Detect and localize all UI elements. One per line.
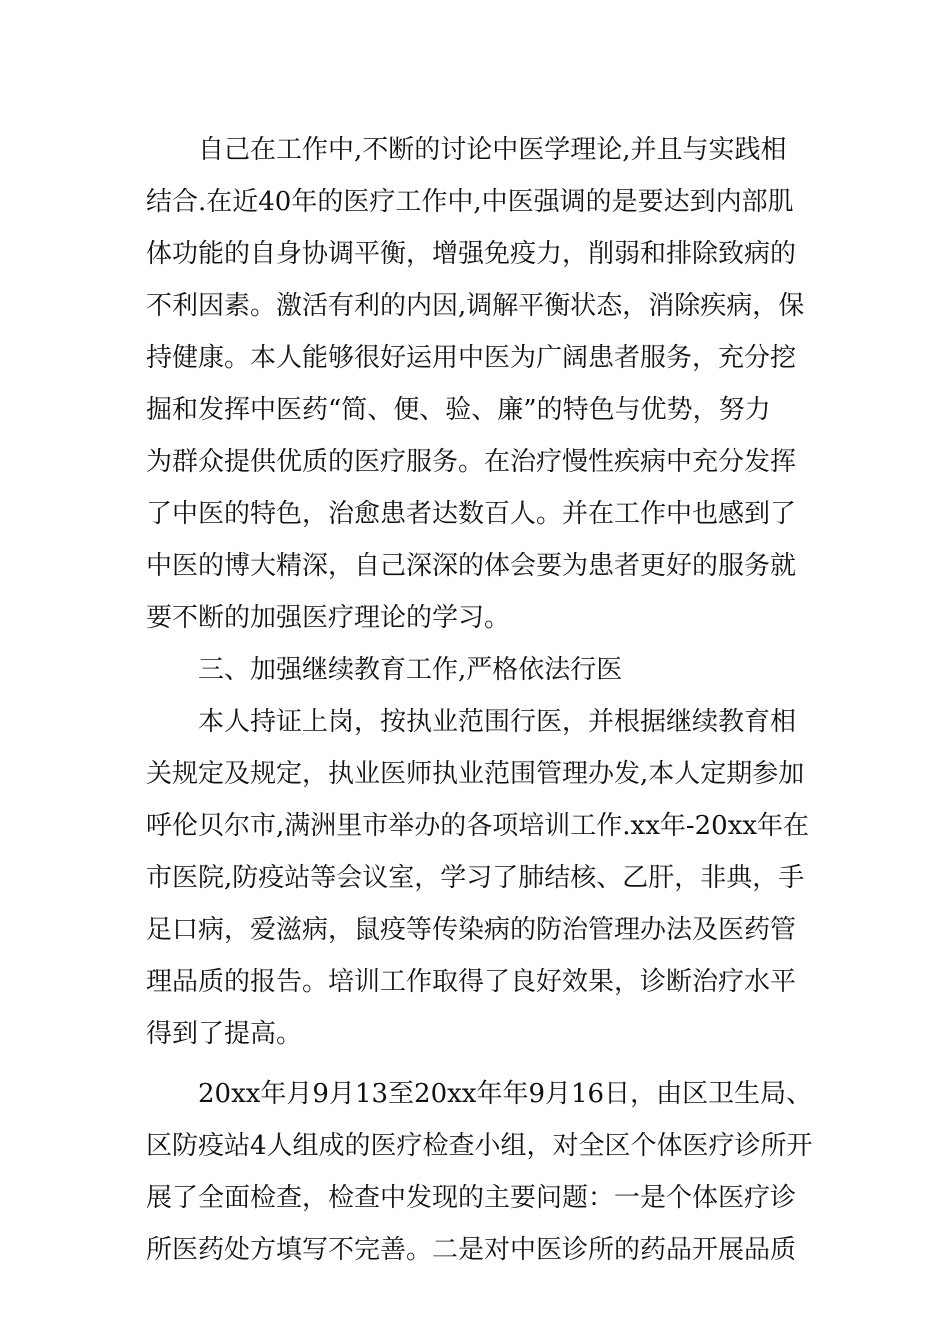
text-line: 关规定及规定，执业医师执业范围管理办发,本人定期参加 [146, 759, 805, 789]
text-line: 所医药处方填写不完善。二是对中医诊所的药品开展品质 [146, 1235, 797, 1265]
text-line: 不利因素。激活有利的内因,调解平衡状态，消除疾病，保 [146, 291, 805, 321]
section-heading: 三、加强继续教育工作,严格依法行医 [198, 655, 623, 685]
text-line: 得到了提高。 [146, 1019, 303, 1049]
text-line: 为群众提供优质的医疗服务。在治疗慢性疾病中充分发挥 [146, 447, 797, 477]
text-line: 掘和发挥中医药“简、便、验、廉”的特色与优势，努力 [146, 395, 771, 425]
text-line: 区防疫站4人组成的医疗检查小组，对全区个体医疗诊所开 [146, 1131, 813, 1161]
text-line: 体功能的自身协调平衡，增强免疫力，削弱和排除致病的 [146, 239, 797, 269]
text-line: 理品质的报告。培训工作取得了良好效果，诊断治疗水平 [146, 967, 797, 997]
text-line: 市医院,防疫站等会议室，学习了肺结核、乙肝，非典，手 [146, 863, 805, 893]
text-line: 了中医的特色，治愈患者达数百人。并在工作中也感到了 [146, 499, 797, 529]
text-line: 持健康。本人能够很好运用中医为广阔患者服务，充分挖 [146, 343, 797, 373]
text-line: 足口病，爱滋病，鼠疫等传染病的防治管理办法及医药管 [146, 915, 797, 945]
text-line: 本人持证上岗，按执业范围行医，并根据继续教育相 [198, 707, 797, 737]
text-line: 自己在工作中,不断的讨论中医学理论,并且与实践相 [198, 135, 787, 165]
text-line: 中医的博大精深，自己深深的体会要为患者更好的服务就 [146, 551, 797, 581]
text-line: 展了全面检查，检查中发现的主要问题：一是个体医疗诊 [146, 1183, 797, 1213]
text-line: 结合.在近40年的医疗工作中,中医强调的是要达到内部肌 [146, 187, 794, 217]
text-line: 20xx年月9月13至20xx年年9月16日，由区卫生局、 [198, 1079, 813, 1109]
text-line: 要不断的加强医疗理论的学习。 [146, 603, 511, 633]
text-line: 呼伦贝尔市,满洲里市举办的各项培训工作.xx年-20xx年在 [146, 811, 810, 841]
